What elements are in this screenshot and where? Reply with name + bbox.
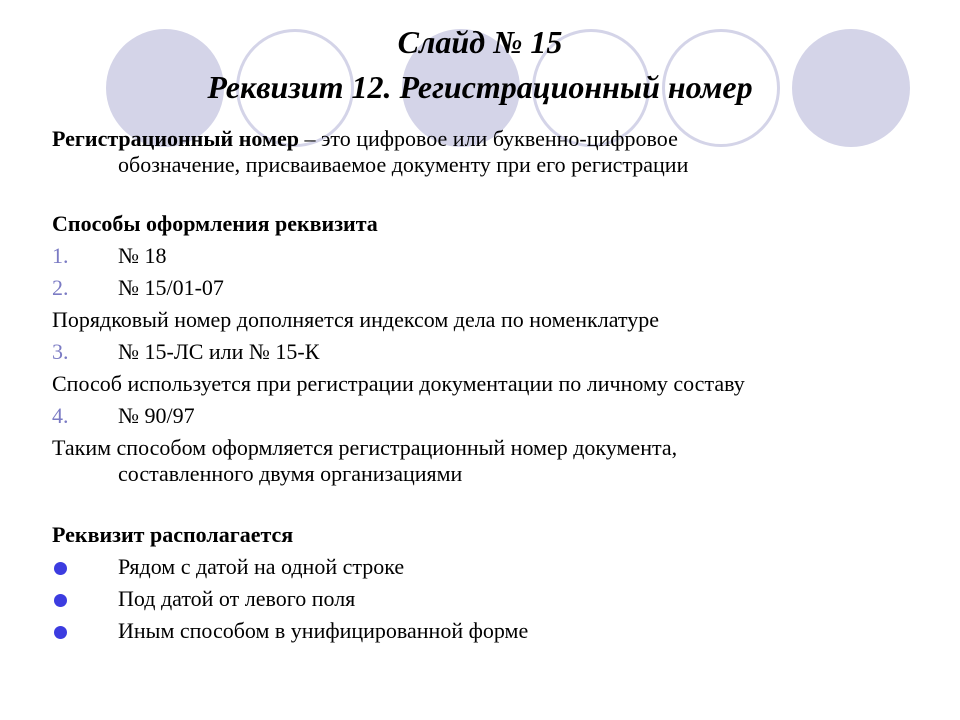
list-item [52, 240, 932, 272]
slide-title [0, 20, 960, 110]
list-number: 1. [52, 243, 69, 268]
note-continuation: составленного двумя организациями [118, 461, 463, 486]
definition-term: Регистрационный номер [52, 126, 299, 151]
bullet-icon [52, 561, 118, 574]
bullet-text: Иным способом в унифицированной форме [118, 618, 529, 643]
list-item-text: № 15/01-07 [118, 275, 224, 300]
list-note: Порядковый номер дополняется индексом дела по номенклатуре [52, 307, 659, 332]
methods-heading: Способы оформления реквизита [52, 211, 378, 236]
bullet-item [52, 615, 932, 647]
definition-continuation: обозначение, присваиваемое документу при его регистрации [118, 152, 689, 177]
bullet-icon [52, 593, 118, 606]
list-item [52, 400, 932, 432]
bullet-item [52, 583, 932, 615]
list-item-text: № 15-ЛС или № 15-К [118, 339, 320, 364]
location-heading: Реквизит располагается [52, 522, 294, 547]
bullet-item [52, 551, 932, 583]
list-number: 2. [52, 275, 69, 300]
list-item [52, 336, 932, 368]
list-number: 4. [52, 403, 69, 428]
list-number: 3. [52, 339, 69, 364]
bullet-text: Рядом с датой на одной строке [118, 554, 405, 579]
title-line-1: Слайд № 15 [397, 24, 563, 60]
list-item-text: № 90/97 [118, 403, 195, 428]
list-note [52, 435, 932, 487]
bullet-icon [52, 625, 118, 638]
note-text: Таким способом оформляется регистрационный номер документа, [52, 435, 678, 460]
title-line-2: Реквизит 12. Регистрационный номер [207, 69, 753, 105]
list-item-text: № 18 [118, 243, 167, 268]
definition [52, 126, 932, 178]
list-item [52, 272, 932, 304]
definition-text: – это цифровое или буквенно-цифровое [298, 126, 678, 151]
bullet-text: Под датой от левого поля [118, 586, 356, 611]
slide-body [52, 126, 932, 647]
list-note: Способ используется при регистрации документации по личному составу [52, 371, 745, 396]
